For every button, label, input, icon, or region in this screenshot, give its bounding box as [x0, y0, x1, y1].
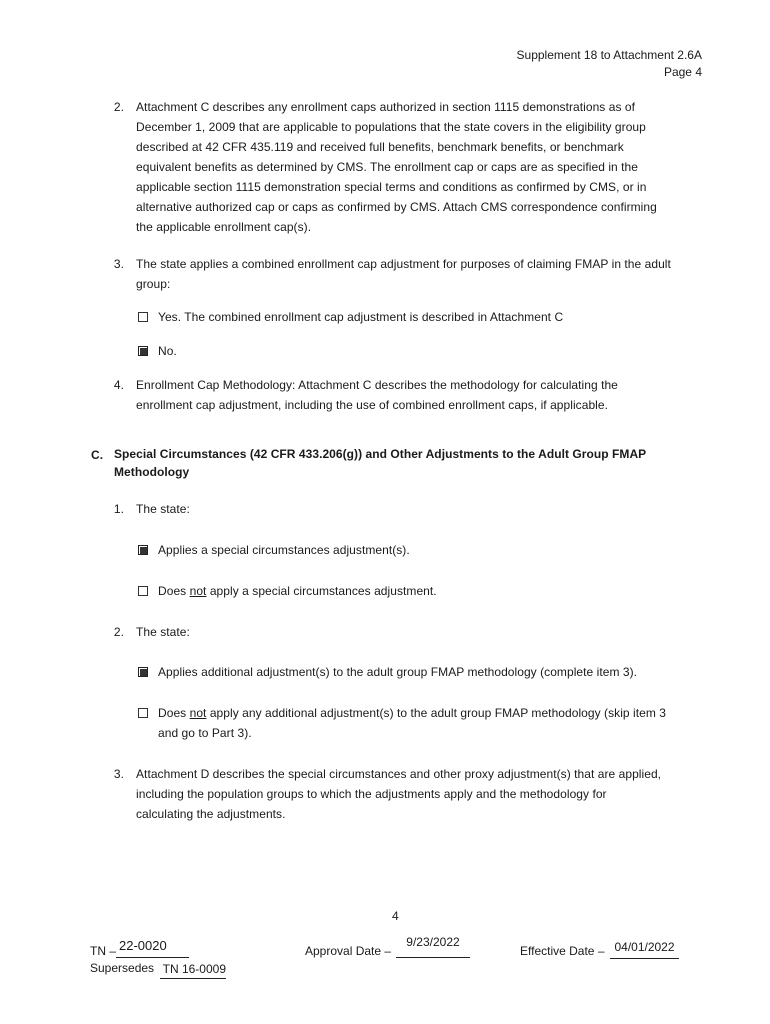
item-4-number: 4. — [113, 378, 124, 392]
option-additional-adjustment-not — [158, 703, 718, 743]
option-text: Does — [158, 706, 190, 720]
effective-date-value: 04/01/2022 — [610, 940, 679, 959]
item-4-line: Enrollment Cap Methodology: Attachment C describes the methodology for calculating the — [136, 378, 618, 392]
c-item-2-number: 2. — [113, 625, 124, 639]
item-3-line: group: — [136, 277, 171, 291]
checkbox-enrollment-cap-no[interactable] — [138, 346, 148, 356]
section-c-title-line: Methodology — [114, 465, 190, 479]
c-item-3-line: including the population groups to which the adjustments apply and the methodology for — [136, 787, 607, 801]
underlined-not: not — [189, 706, 207, 720]
approval-date-value: 9/23/2022 — [396, 935, 470, 958]
underlined-not: not — [189, 584, 207, 598]
option-enrollment-cap-yes: Yes. The combined enrollment cap adjustment is described in Attachment C — [158, 310, 564, 324]
item-2-line: the applicable enrollment cap(s). — [136, 220, 312, 234]
item-2-number: 2. — [113, 100, 124, 114]
header-supplement: Supplement 18 to Attachment 2.6A — [516, 48, 702, 62]
tn-value: 22-0020 — [116, 938, 189, 958]
item-3-number: 3. — [113, 257, 124, 271]
checkbox-additional-adjustment-not[interactable] — [138, 708, 148, 718]
effective-date-label: Effective Date – — [520, 944, 605, 958]
c-item-1-text: The state: — [136, 502, 190, 516]
option-line: and go to Part 3). — [158, 726, 252, 740]
checkbox-special-circumstances-applies[interactable] — [138, 545, 148, 555]
section-c-letter: C. — [91, 448, 104, 462]
checkbox-additional-adjustment-applies[interactable] — [138, 667, 148, 677]
option-special-circumstances-applies: Applies a special circumstances adjustment(s). — [158, 543, 410, 557]
supersedes-label: Supersedes — [90, 961, 155, 975]
item-2-line: described at 42 CFR 435.119 and received full benefits, benchmark benefits, or benchmark — [136, 140, 624, 154]
item-3-line: The state applies a combined enrollment cap adjustment for purposes of claiming FMAP in the adult — [136, 257, 671, 271]
item-4-line: enrollment cap adjustment, including the use of combined enrollment caps, if applicable. — [136, 398, 609, 412]
option-line — [158, 703, 718, 723]
c-item-3-number: 3. — [113, 767, 124, 781]
checkbox-enrollment-cap-yes[interactable] — [138, 312, 148, 322]
item-2-line: Attachment C describes any enrollment caps authorized in section 1115 demonstrations as of — [136, 100, 635, 114]
tn-label: TN – — [90, 944, 117, 958]
item-2-line: December 1, 2009 that are applicable to populations that the state covers in the eligibility group — [136, 120, 646, 134]
item-3-text — [136, 254, 716, 294]
option-text: Does — [158, 584, 190, 598]
option-additional-adjustment-applies: Applies additional adjustment(s) to the adult group FMAP methodology (complete item 3). — [158, 665, 638, 679]
c-item-3-line: Attachment D describes the special circumstances and other proxy adjustment(s) that are applied, — [136, 767, 662, 781]
page-number: 4 — [392, 909, 399, 923]
item-4-text — [136, 375, 716, 415]
page-header — [517, 47, 702, 81]
item-2-line: applicable section 1115 demonstration special terms and conditions as confirmed by CMS, or in — [136, 180, 647, 194]
approval-date-label: Approval Date – — [305, 944, 392, 958]
c-item-2-text: The state: — [136, 625, 190, 639]
c-item-3-text — [136, 764, 716, 824]
header-page: Page 4 — [663, 65, 702, 79]
option-text: apply a special circumstances adjustment. — [206, 584, 437, 598]
section-c-title — [114, 445, 714, 481]
c-item-3-line: calculating the adjustments. — [136, 807, 286, 821]
item-2-line: equivalent benefits as determined by CMS. The enrollment cap or caps are as specified in the — [136, 160, 638, 174]
supersedes-value: TN 16-0009 — [160, 962, 226, 979]
checkbox-special-circumstances-not[interactable] — [138, 586, 148, 596]
item-2-text — [136, 97, 716, 237]
section-c-title-line: Special Circumstances (42 CFR 433.206(g)) and Other Adjustments to the Adult Group FMAP — [114, 447, 647, 461]
option-special-circumstances-not — [158, 581, 437, 601]
c-item-1-number: 1. — [113, 502, 124, 516]
item-2-line: alternative authorized cap or caps as confirmed by CMS. Attach CMS correspondence confirming — [136, 200, 657, 214]
option-text: apply any additional adjustment(s) to the adult group FMAP methodology (skip item 3 — [206, 706, 667, 720]
option-enrollment-cap-no: No. — [158, 344, 177, 358]
